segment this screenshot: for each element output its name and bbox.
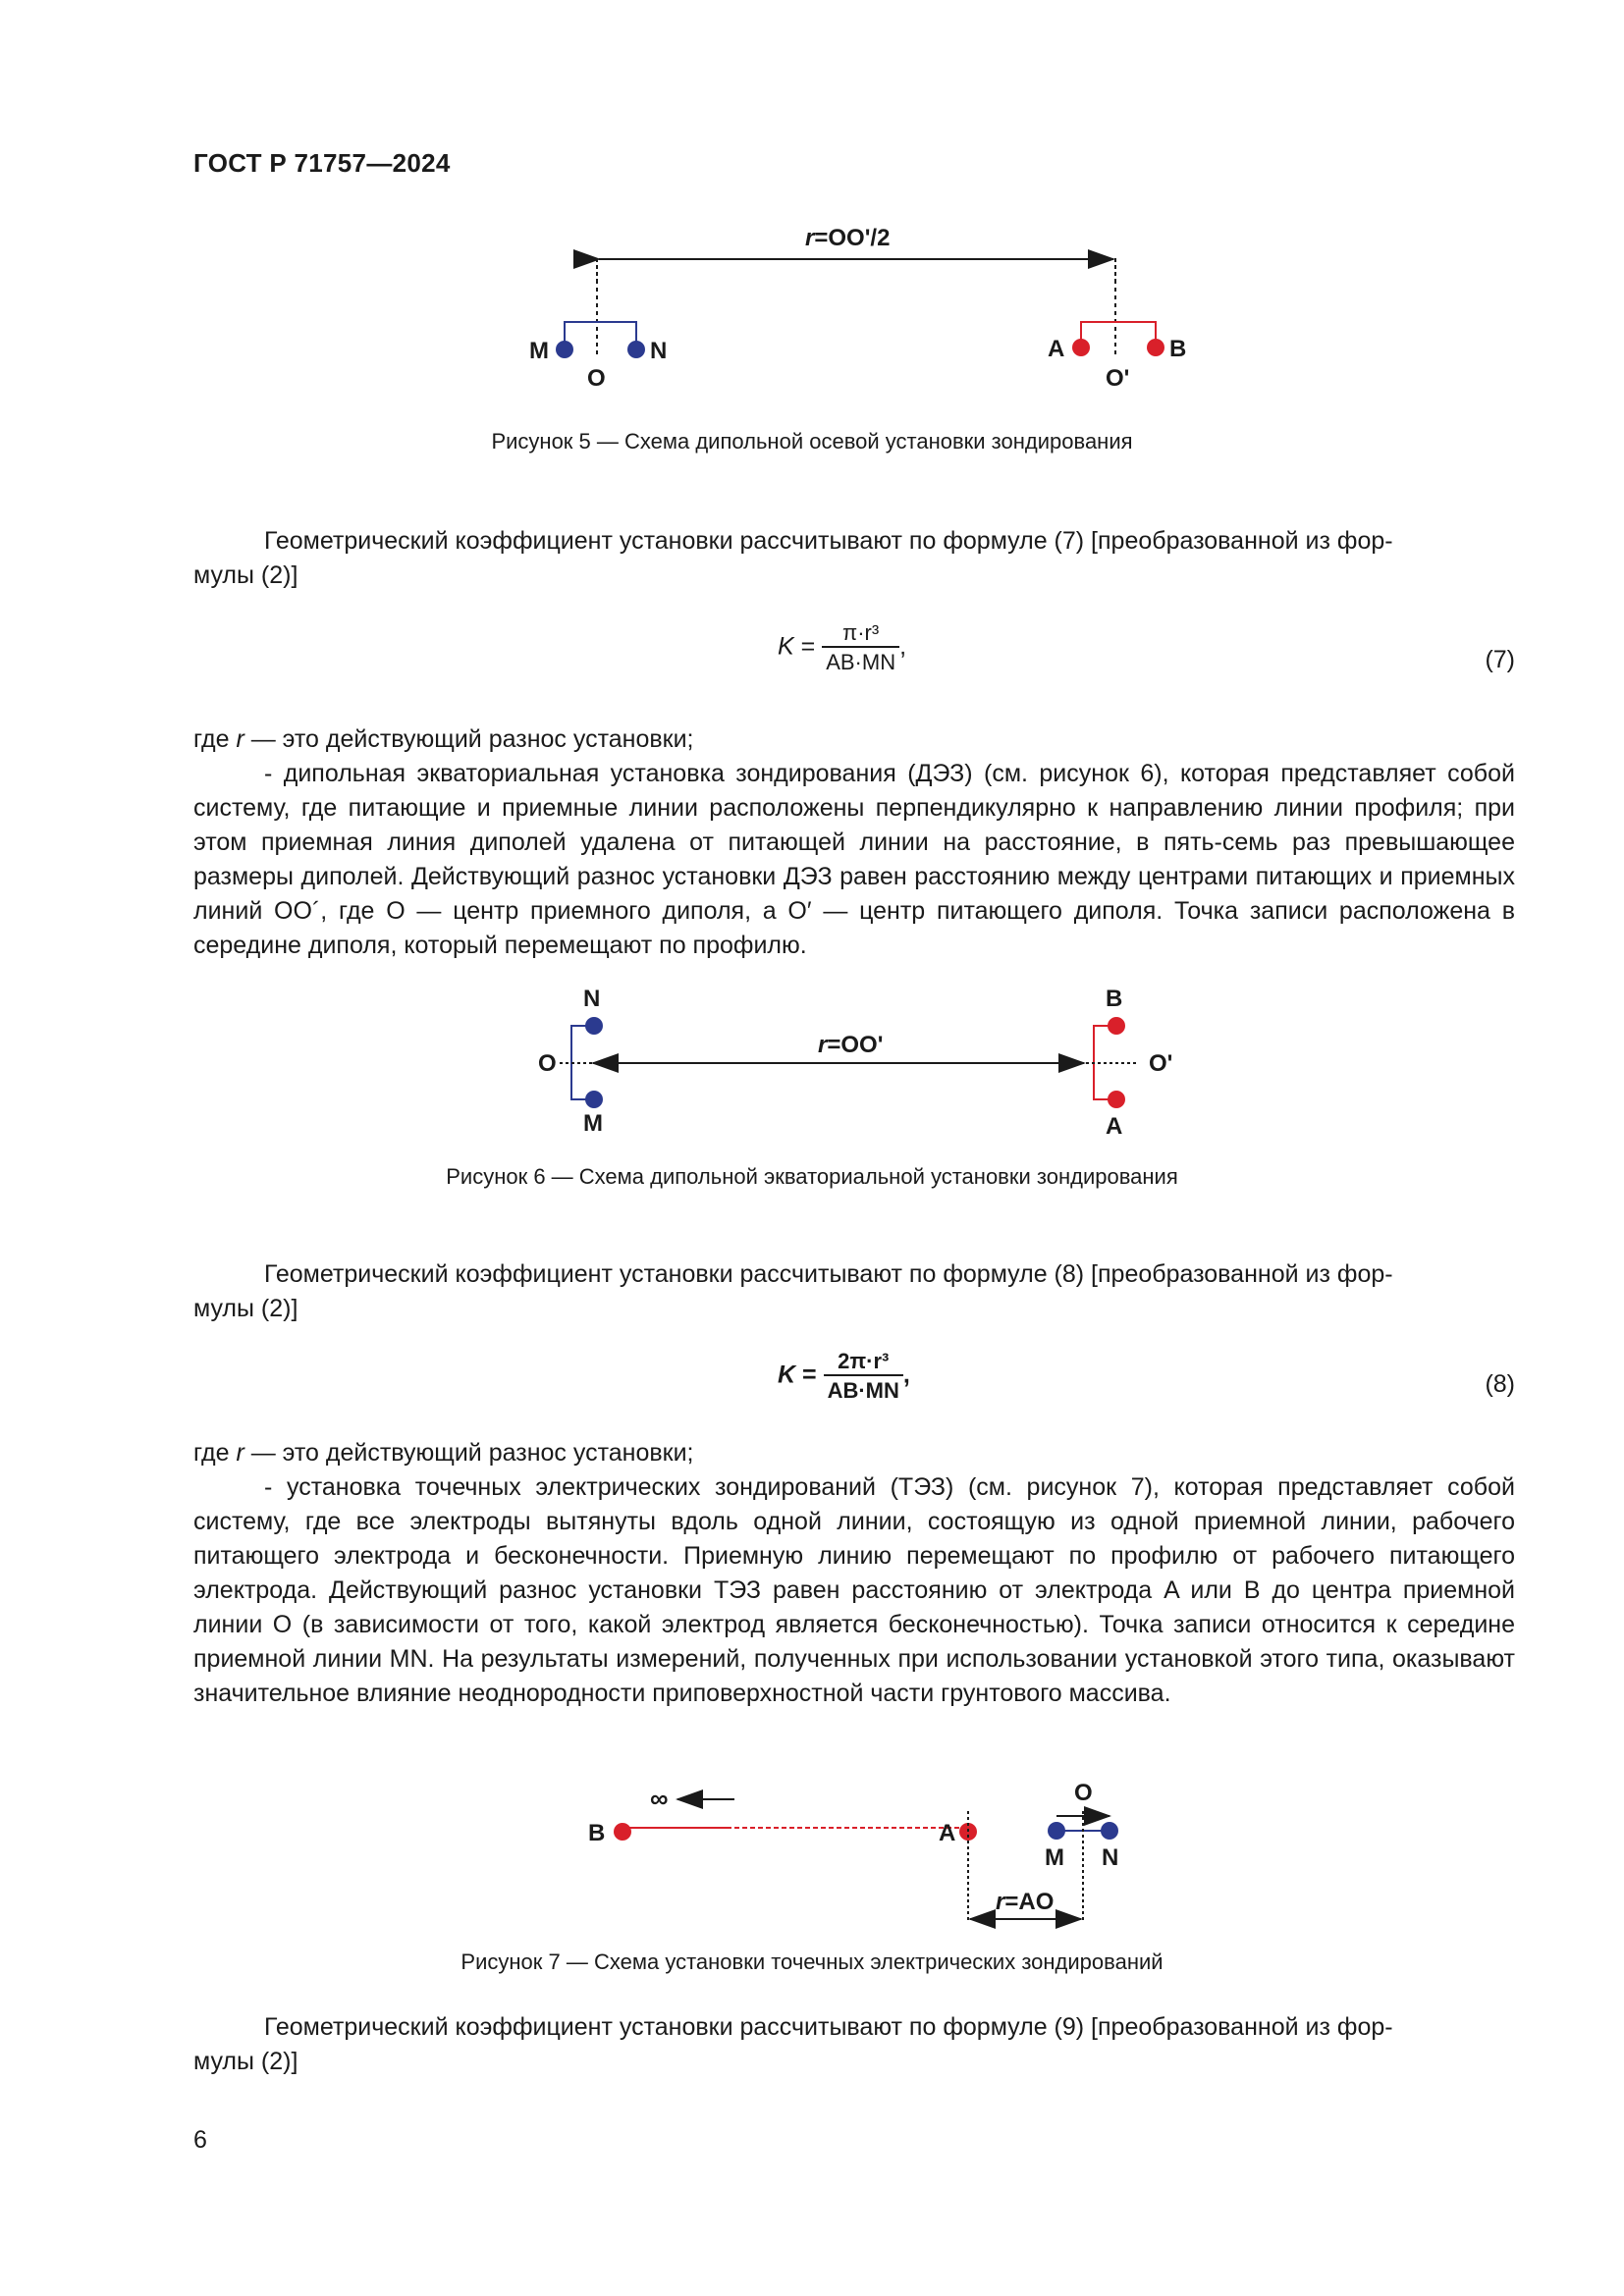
paragraph-3-line-2: мулы (2)]: [193, 1295, 298, 1322]
paragraph-3-line-1: Геометрический коэффициент установки рассчитывают по формуле (8) [преобразованной из фор-: [264, 1260, 1393, 1288]
fig7-label-b: B: [588, 1820, 606, 1846]
fig5-label-m: M: [529, 338, 549, 364]
fig6-r-label: r=OO': [818, 1032, 884, 1058]
fig6-electrode-b: [1108, 1017, 1125, 1035]
figure-7-caption: Рисунок 7 — Схема установки точечных электрических зондирований: [460, 1949, 1164, 1974]
fig7-label-o: O: [1074, 1780, 1093, 1806]
fig5-label-n: N: [650, 338, 668, 364]
formula-8-fraction: [824, 1349, 903, 1404]
fig5-label-o: O: [587, 365, 606, 392]
figure-7-diagram: [0, 1767, 1624, 1944]
fig5-label-a: A: [1048, 336, 1065, 362]
formula-7-number: (7): [1485, 646, 1515, 673]
fig5-electrode-b: [1147, 339, 1164, 356]
formula-8: [778, 1349, 910, 1404]
fig5-source-line: [1081, 322, 1156, 347]
fig5-label-o-prime: O': [1106, 365, 1130, 392]
paragraph-4: [193, 1436, 1515, 1711]
page-number: 6: [193, 2126, 207, 2154]
fig6-label-a: A: [1106, 1113, 1123, 1140]
paragraph-2: [193, 722, 1515, 963]
paragraph-4-where: где r — это действующий разнос установки;: [193, 1439, 694, 1467]
fig6-label-o: O: [538, 1050, 557, 1077]
fig7-label-n: N: [1102, 1844, 1119, 1871]
document-header: ГОСТ Р 71757—2024: [193, 148, 451, 178]
paragraph-5: [193, 2010, 1515, 2079]
fig6-label-n: N: [583, 986, 601, 1012]
figure-5-caption: Рисунок 5 — Схема дипольной осевой установки зондирования: [491, 429, 1133, 454]
fig7-electrode-n: [1101, 1822, 1118, 1840]
fig5-electrode-m: [556, 341, 573, 358]
figure-5-diagram: [0, 221, 1624, 407]
formula-8-eq: =: [795, 1361, 824, 1389]
fig7-label-a: A: [939, 1820, 956, 1846]
formula-8-numerator: 2π·r³: [838, 1349, 890, 1373]
paragraph-1-line-2: мулы (2)]: [193, 561, 298, 589]
paragraph-1-line-1: Геометрический коэффициент установки рассчитывают по формуле (7) [преобразованной из фор-: [264, 527, 1393, 555]
formula-8-lhs: K: [778, 1361, 796, 1389]
fig5-electrode-a: [1072, 339, 1090, 356]
fig7-r-label: r=AO: [996, 1889, 1055, 1915]
fig5-receiver-line: [565, 322, 636, 349]
fig6-electrode-n: [585, 1017, 603, 1035]
paragraph-2-body: - дипольная экваториальная установка зондирования (ДЭЗ) (см. рисунок 6), которая представляет собой систему, где питающие и приемные линии расположены перпендикулярно к направлению линии профиля; при этом приемная линия диполей удалена от питающей линии на расстояние, в пять-семь раз превышающее размеры диполей. Действующий разнос установки ДЭЗ равен расстоянию между центрами питающих и приемных линий OO´, где O — центр приемного диполя, а O′ — центр питающего диполя. Точка записи расположена в середине диполя, который перемещают по профилю.: [193, 760, 1515, 959]
formula-7-lhs: K: [778, 632, 794, 661]
paragraph-5-line-1: Геометрический коэффициент установки рассчитывают по формуле (9) [преобразованной из фор-: [264, 2013, 1393, 2041]
formula-8-tail: ,: [902, 1361, 910, 1389]
fig7-electrode-b: [614, 1823, 631, 1841]
fig7-infinity-label: ∞: [650, 1784, 669, 1813]
fig5-label-b: B: [1169, 336, 1187, 362]
fig6-label-o-prime: O': [1149, 1050, 1173, 1077]
paragraph-3: [193, 1257, 1515, 1326]
formula-7-eq: =: [793, 632, 823, 661]
fig6-label-m: M: [583, 1110, 603, 1137]
paragraph-4-body: - установка точечных электрических зондирований (ТЭЗ) (см. рисунок 7), которая представляет собой систему, где все электроды вытянуты вдоль одной линии, состоящую из одной приемной линии, рабочего питающего электрода и бесконечности. Приемную линию перемещают по профилю от рабочего питающего электрода. Действующий разнос установки ТЭЗ равен расстоянию от электрода A или B до центра приемной линии O (в зависимости от того, какой электрод является бесконечностью). Точка записи относится к середине приемной линии MN. На результаты измерений, полученных при использовании установкой этого типа, оказывают значительное влияние неоднородности приповерхностной части грунтового массива.: [193, 1473, 1515, 1707]
fig6-label-b: B: [1106, 986, 1123, 1012]
fig6-electrode-a: [1108, 1091, 1125, 1108]
figure-6-diagram: [0, 982, 1624, 1148]
fig5-r-label: r=OO'/2: [805, 225, 891, 251]
formula-8-number: (8): [1485, 1370, 1515, 1398]
paragraph-2-where: где r — это действующий разнос установки;: [193, 725, 694, 753]
formula-7: [778, 620, 906, 675]
formula-7-numerator: π·r³: [842, 620, 880, 645]
formula-7-denominator: AB·MN: [822, 646, 899, 675]
fig5-electrode-n: [627, 341, 645, 358]
fig7-electrode-m: [1048, 1822, 1065, 1840]
formula-7-tail: ,: [899, 632, 907, 661]
formula-7-fraction: [822, 620, 899, 675]
fig7-label-m: M: [1045, 1844, 1064, 1871]
formula-8-denominator: AB·MN: [824, 1374, 903, 1404]
paragraph-1: [193, 524, 1515, 593]
paragraph-5-line-2: мулы (2)]: [193, 2048, 298, 2075]
fig6-electrode-m: [585, 1091, 603, 1108]
figure-6-caption: Рисунок 6 — Схема дипольной экваториальной установки зондирования: [446, 1164, 1178, 1189]
